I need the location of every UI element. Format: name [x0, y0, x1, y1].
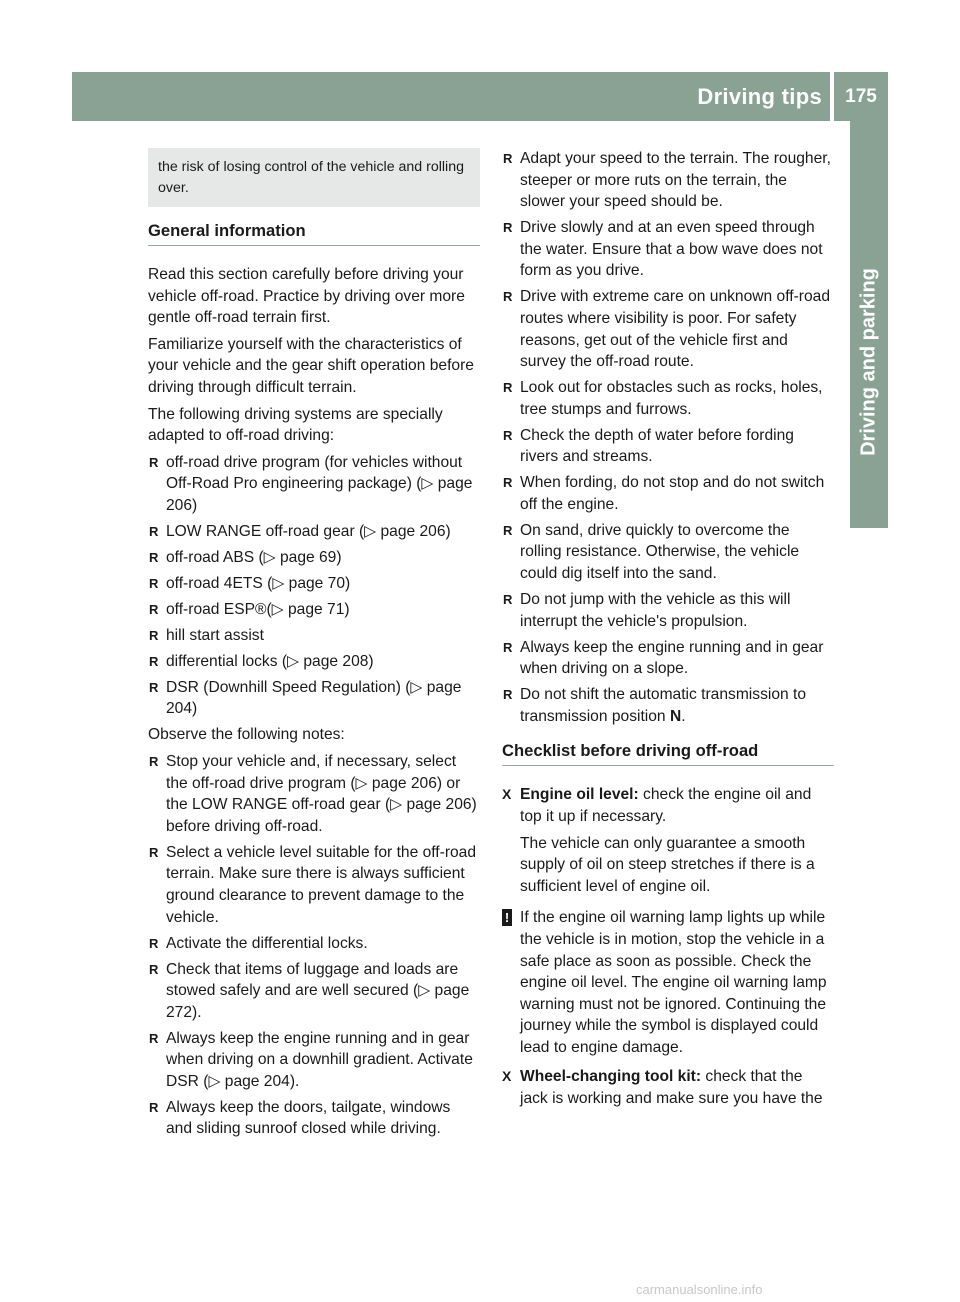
list-item-text: DSR (Downhill Speed Regulation) (▷ page 204): [166, 678, 462, 718]
list-item-text: Do not jump with the vehicle as this will interrupt the vehicle's propulsion.: [520, 591, 791, 630]
list-item-text: Check that items of luggage and loads are stowed safely and are well secured (▷ page 272).: [166, 960, 470, 1021]
list-item-text: Activate the differential locks.: [166, 934, 368, 952]
list-item: [148, 452, 480, 517]
paragraph: Read this section carefully before driving your vehicle off-road. Practice by driving over more gentle off-road terrain first.: [148, 266, 465, 327]
list-item-text: differential locks (▷ page 208): [166, 652, 374, 670]
heading-checklist: Checklist before driving off-road: [502, 741, 834, 766]
list-item-text: When fording, do not stop and do not switch off the engine.: [520, 474, 825, 513]
list-item-text: Always keep the doors, tailgate, windows and sliding sunroof closed while driving.: [166, 1098, 451, 1138]
list-item-text: Do not shift the automatic transmission to transmission position: [520, 686, 807, 725]
bullet-icon: R: [149, 575, 159, 591]
bullet-icon: R: [503, 475, 513, 491]
checklist-item-text: check the engine oil and top it up if necessary.: [520, 786, 812, 825]
list-item-end: .: [681, 707, 686, 725]
list-item-text: Adapt your speed to the terrain. The rougher, steeper or more ruts on the terrain, the slower your speed should be.: [520, 150, 831, 211]
bullet-icon: R: [503, 522, 513, 538]
list-item: [502, 286, 834, 372]
bullet-icon: R: [149, 754, 159, 769]
list-item: [148, 842, 480, 928]
list-item: [502, 637, 834, 680]
list-item-text: hill start assist: [166, 626, 264, 644]
list-item: [148, 599, 480, 621]
watermark: carmanualsonline.info: [636, 1282, 763, 1297]
list-item-text: off-road ESP®(▷ page 71): [166, 600, 350, 618]
chapter-title: Driving and parking: [857, 268, 880, 456]
paragraph: The following driving systems are specially adapted to off-road driving:: [148, 405, 443, 445]
bullet-icon: R: [149, 961, 159, 977]
page-number: 175: [845, 86, 877, 107]
list-item-text: Drive slowly and at an even speed through the water. Ensure that a bow wave does not form as you drive.: [520, 219, 823, 280]
bullet-icon: R: [503, 289, 513, 305]
list-item-text: On sand, drive quickly to overcome the rolling resistance. Otherwise, the vehicle could dig itself into the sand.: [520, 521, 800, 583]
checklist-item: [502, 784, 834, 827]
systems-list: [148, 452, 480, 720]
bullet-icon: R: [503, 427, 513, 443]
left-column: [148, 148, 480, 1144]
paragraph: Familiarize yourself with the characteristics of your vehicle and the gear shift operation before driving through difficult terrain.: [148, 335, 474, 396]
bullet-icon: R: [503, 220, 513, 236]
bullet-icon: R: [149, 454, 159, 470]
right-column: [502, 148, 834, 1115]
list-item-text: off-road ABS (▷ page 69): [166, 548, 342, 566]
list-item: [502, 472, 834, 515]
bullet-icon: R: [149, 601, 159, 617]
heading-general-information: General information: [148, 221, 480, 246]
step-marker-icon: X: [502, 786, 512, 803]
list-item-text: Drive with extreme care on unknown off-road routes where visibility is poor. For safety reasons, get out of the vehicle first and survey the off-road route.: [520, 288, 831, 371]
list-item: [502, 425, 834, 468]
caution-note: [502, 907, 834, 1058]
checklist-item-text: check that the jack is working and make sure you have the: [520, 1068, 823, 1108]
list-item: [148, 547, 480, 569]
list-item: [148, 651, 480, 673]
list-item: [148, 1028, 480, 1093]
tips-list: [502, 148, 834, 727]
list-item-text: Look out for obstacles such as rocks, holes, tree stumps and furrows.: [520, 379, 823, 418]
bullet-icon: R: [149, 653, 159, 669]
list-item-text: LOW RANGE off-road gear (▷ page 206): [166, 522, 451, 540]
bullet-icon: R: [149, 1099, 159, 1115]
list-item: [148, 521, 480, 543]
list-item-text: Always keep the engine running and in gear when driving on a downhill gradient. Activate DSR (▷ page 204).: [166, 1029, 473, 1090]
bullet-icon: R: [503, 380, 513, 396]
list-item: [502, 520, 834, 585]
bullet-icon: R: [149, 679, 159, 695]
caution-note-text: If the engine oil warning lamp lights up while the vehicle is in motion, stop the vehicle in a safe place as soon as possible. Check the engine oil level. The engine oil warning lamp warning must not be ignored. Continuing the journey while the symbol is displayed could lead to engine damage.: [520, 909, 827, 1056]
step-marker-icon: X: [502, 1068, 512, 1085]
list-item: [502, 377, 834, 420]
list-item: [502, 684, 834, 727]
notes-list: [148, 751, 480, 1140]
list-item-text: off-road 4ETS (▷ page 70): [166, 574, 351, 592]
warning-text: the risk of losing control of the vehicle and rolling over.: [158, 159, 464, 196]
list-item: [148, 751, 480, 837]
paragraph: The vehicle can only guarantee a smooth supply of oil on steep stretches if there is a sufficient level of engine oil.: [520, 834, 815, 895]
list-item-text: Stop your vehicle and, if necessary, select the off-road drive program (▷ page 206) or the LOW RANGE off-road gear (▷ page 206) before driving off-road.: [166, 753, 477, 835]
bullet-icon: R: [149, 549, 159, 565]
section-title: Driving tips: [697, 84, 822, 109]
bullet-icon: R: [149, 844, 159, 860]
bullet-icon: R: [149, 523, 159, 539]
checklist-item-label: Engine oil level:: [520, 786, 639, 804]
list-item: [502, 217, 834, 282]
list-item: [502, 148, 834, 213]
list-item-text: off-road drive program (for vehicles without Off-Road Pro engineering package) (▷ page 206): [166, 453, 473, 514]
bullet-icon: R: [149, 935, 159, 951]
bullet-icon: R: [503, 687, 513, 703]
list-item: [148, 959, 480, 1024]
list-item: [148, 573, 480, 595]
list-item: [148, 933, 480, 955]
list-item: [502, 589, 834, 632]
list-item-text: Check the depth of water before fording rivers and streams.: [520, 426, 794, 466]
list-item-text: Select a vehicle level suitable for the off-road terrain. Make sure there is always sufficient ground clearance to prevent damage to the vehicle.: [166, 843, 477, 926]
chapter-marker: [850, 478, 888, 528]
bullet-icon: R: [503, 151, 513, 166]
bullet-icon: R: [149, 1030, 159, 1046]
caution-icon: !: [502, 909, 512, 926]
list-item: [148, 1097, 480, 1140]
bullet-icon: R: [503, 592, 513, 608]
warning-box: [148, 148, 480, 207]
bullet-icon: R: [503, 639, 513, 655]
checklist-item-label: Wheel-changing tool kit:: [520, 1068, 702, 1086]
gear-position: N: [669, 707, 682, 725]
list-item: [148, 625, 480, 647]
bullet-icon: R: [149, 627, 159, 643]
list-item-text: Always keep the engine running and in gear when driving on a slope.: [520, 638, 824, 678]
list-item: [148, 677, 480, 720]
paragraph: Observe the following notes:: [148, 726, 345, 744]
checklist-item: [502, 1066, 834, 1109]
